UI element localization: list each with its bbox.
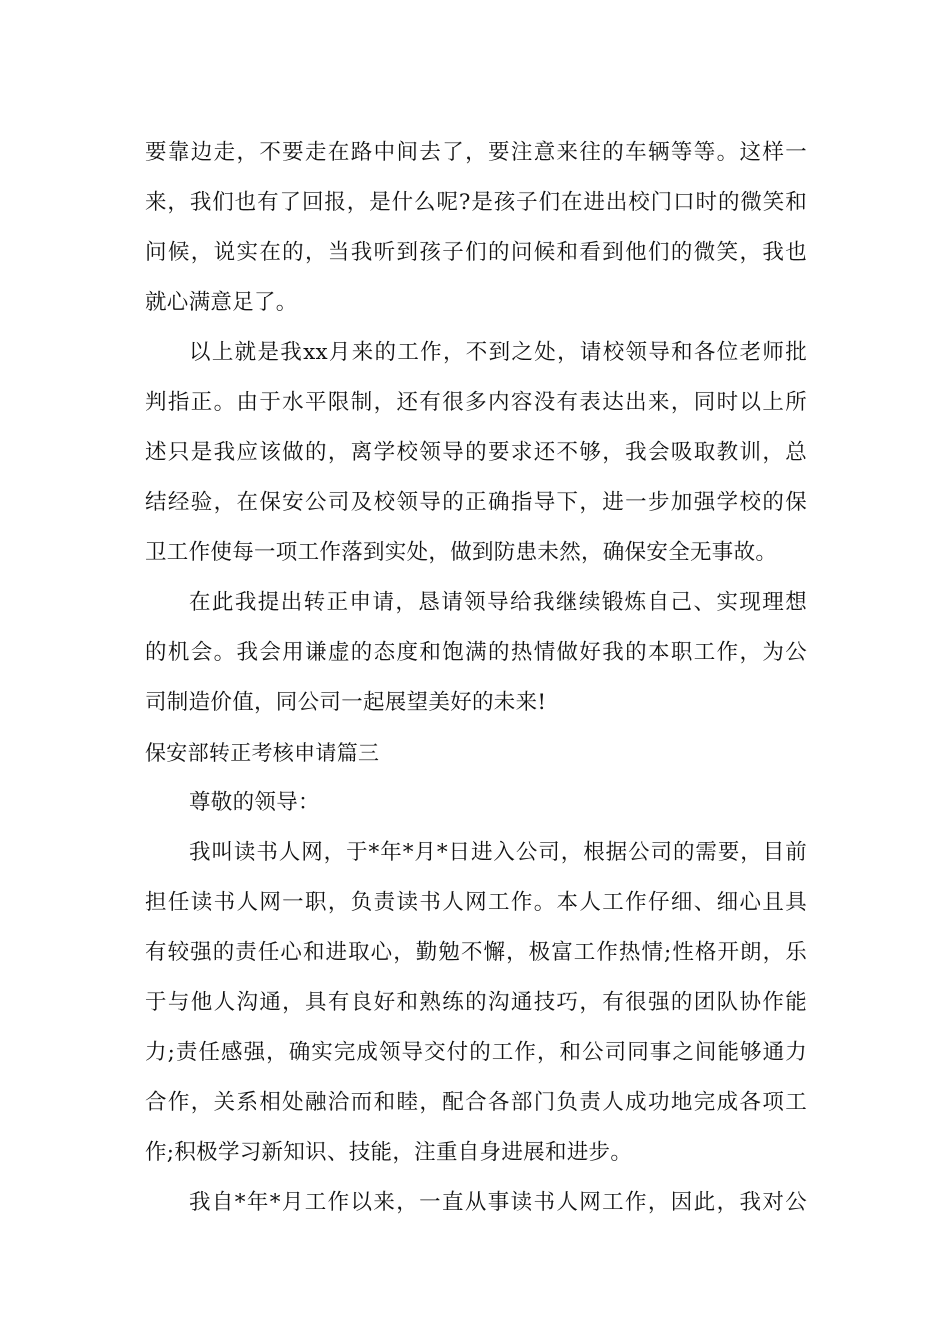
text-line: 以上就是我xx月来的工作，不到之处，请校领导和各位老师批 [189,340,807,365]
text-line: 尊敬的领导： [189,790,320,815]
text-line: 卫工作使每一项工作落到实处，做到防患未然，确保安全无事故。 [145,540,778,565]
text-line: 合作，关系相处融洽而和睦，配合各部门负责人成功地完成各项工 [145,1090,807,1115]
text-line: 司制造价值，同公司一起展望美好的未来! [145,690,547,715]
text-line: 的机会。我会用谦虚的态度和饱满的热情做好我的本职工作，为公 [145,640,807,665]
text-line: 就心满意足了。 [145,290,298,315]
text-line: 要靠边走，不要走在路中间去了，要注意来往的车辆等等。这样一 [145,140,807,165]
text-line: 结经验，在保安公司及校领导的正确指导下，进一步加强学校的保 [145,490,807,515]
text-line: 于与他人沟通，具有良好和熟练的沟通技巧，有很强的团队协作能 [145,990,807,1015]
text-line: 我自*年*月工作以来，一直从事读书人网工作，因此，我对公 [189,1190,807,1215]
text-line: 述只是我应该做的，离学校领导的要求还不够，我会吸取教训，总 [145,440,807,465]
text-line: 担任读书人网一职，负责读书人网工作。本人工作仔细、细心且具 [145,890,807,915]
text-line: 在此我提出转正申请，恳请领导给我继续锻炼自己、实现理想 [189,590,807,615]
text-line: 问候，说实在的，当我听到孩子们的问候和看到他们的微笑，我也 [145,240,807,265]
document-body [145,128,807,1228]
section-heading: 保安部转正考核申请篇三 [145,741,380,765]
text-line: 有较强的责任心和进取心，勤勉不懈，极富工作热情;性格开朗，乐 [145,940,807,965]
text-line: 力;责任感强，确实完成领导交付的工作，和公司同事之间能够通力 [145,1040,807,1065]
text-line: 判指正。由于水平限制，还有很多内容没有表达出来，同时以上所 [145,390,807,415]
text-line: 我叫读书人网，于*年*月*日进入公司，根据公司的需要，目前 [189,840,807,865]
text-line: 作;积极学习新知识、技能，注重自身进展和进步。 [145,1140,633,1165]
text-line: 来，我们也有了回报，是什么呢?是孩子们在进出校门口时的微笑和 [145,190,807,215]
